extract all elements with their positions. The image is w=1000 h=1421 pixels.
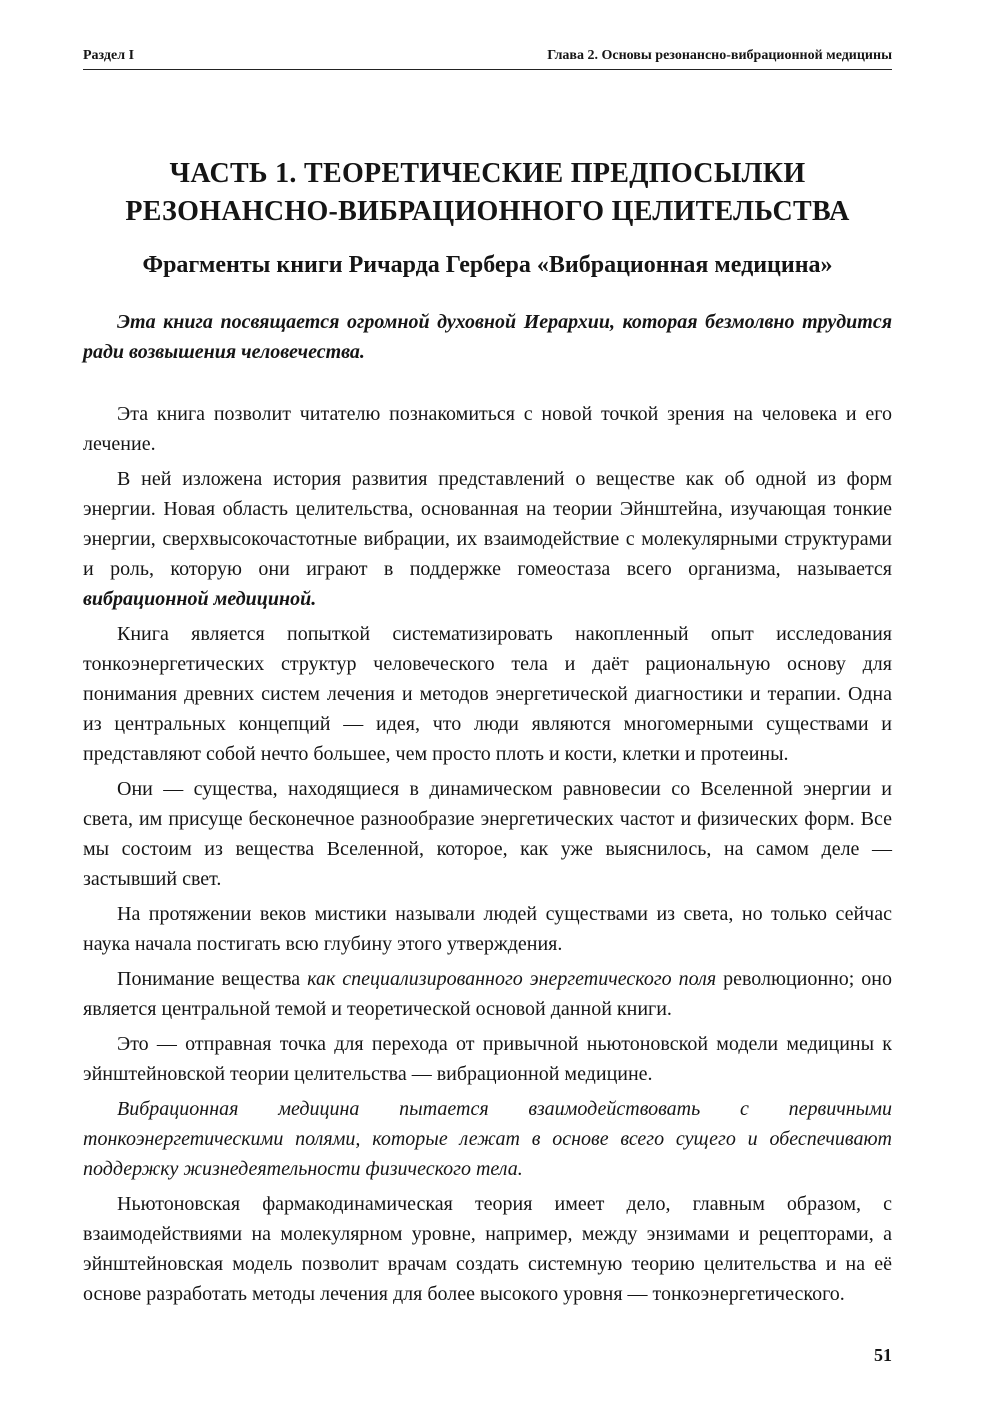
paragraph-7: Это — отправная точка для перехода от привычной ньютоновской модели медицины к эйнштейновской теории целительства — вибрационной медицине. [83, 1033, 892, 1085]
paragraph-6-start: Понимание вещества [117, 968, 308, 990]
paragraph-6-italic: как специализированного энергетического поля [307, 968, 717, 990]
paragraph-5: На протяжении веков мистики называли людей существами из света, но только сейчас наука начала постигать всю глубину этого утверждения. [83, 903, 892, 955]
header-section: Раздел I [83, 48, 135, 63]
page-content [83, 155, 892, 1314]
part-title-line-1: ЧАСТЬ 1. ТЕОРЕТИЧЕСКИЕ ПРЕДПОСЫЛКИ [169, 158, 806, 189]
paragraph-4: Они — существа, находящиеся в динамическом равновесии со Вселенной энергии и света, им присуще бесконечное разнообразие энергетических частот и физических форм. Все мы состоим из вещества Вселенной, которое, как уже выяснилось, на самом деле — застывший свет. [83, 778, 892, 890]
paragraph-3: Книга является попыткой систематизировать накопленный опыт исследования тонкоэнергетических структур человеческого тела и даёт рациональную основу для понимания древних систем лечения и методов энергетической диагностики и терапии. Одна из центральных концепций — идея, что люди являются многомерными существами и представляют собой нечто большее, чем просто плоть и кости, клетки и протеины. [83, 623, 892, 765]
page-number: 51 [874, 1345, 892, 1365]
paragraph-2 [83, 464, 892, 614]
part-title [83, 155, 892, 231]
body-text [83, 399, 892, 1309]
paragraph-9: Ньютоновская фармакодинамическая теория имеет дело, главным образом, с взаимодействиями на молекулярном уровне, например, между энзимами и рецепторами, а эйнштейновская модель позволит врачам создать системную теорию целительства и на её основе разработать методы лечения для более высокого уровня — тонкоэнергетического. [83, 1193, 892, 1305]
paragraph-2-text: В ней изложена история развития представлений о веществе как об одной из форм энергии. Новая область целительства, основанная на теории Эйнштейна, изучающая тонкие энергии, сверхвысокочастотные вибрации, их взаимодействие с молекулярными структурами и роль, которую они играют в поддержке гомеостаза всего организма, называется [83, 468, 892, 580]
epigraph: Эта книга посвящается огромной духовной Иерархии, которая безмолвно трудится ради возвышения человечества. [83, 311, 892, 363]
paragraph-8: Вибрационная медицина пытается взаимодействовать с первичными тонкоэнергетическими полями, которые лежат в основе всего сущего и обеспечивают поддержку жизнедеятельности физического тела. [83, 1098, 892, 1180]
header-chapter: Глава 2. Основы резонансно-вибрационной медицины [547, 48, 892, 63]
running-header [83, 48, 892, 70]
paragraph-1: Эта книга позволит читателю познакомиться с новой точкой зрения на человека и его лечение. [83, 403, 892, 455]
paragraph-6 [83, 964, 892, 1024]
paragraph-6-end: революционно; оно является центральной темой и теоретической основой данной книги. [83, 968, 892, 1020]
part-title-line-2: РЕЗОНАНСНО-ВИБРАЦИОННОГО ЦЕЛИТЕЛЬСТВА [125, 196, 850, 227]
section-subtitle: Фрагменты книги Ричарда Гербера «Вибрационная медицина» [142, 252, 833, 278]
paragraph-2-emphasis: вибрационной медициной. [83, 588, 317, 610]
